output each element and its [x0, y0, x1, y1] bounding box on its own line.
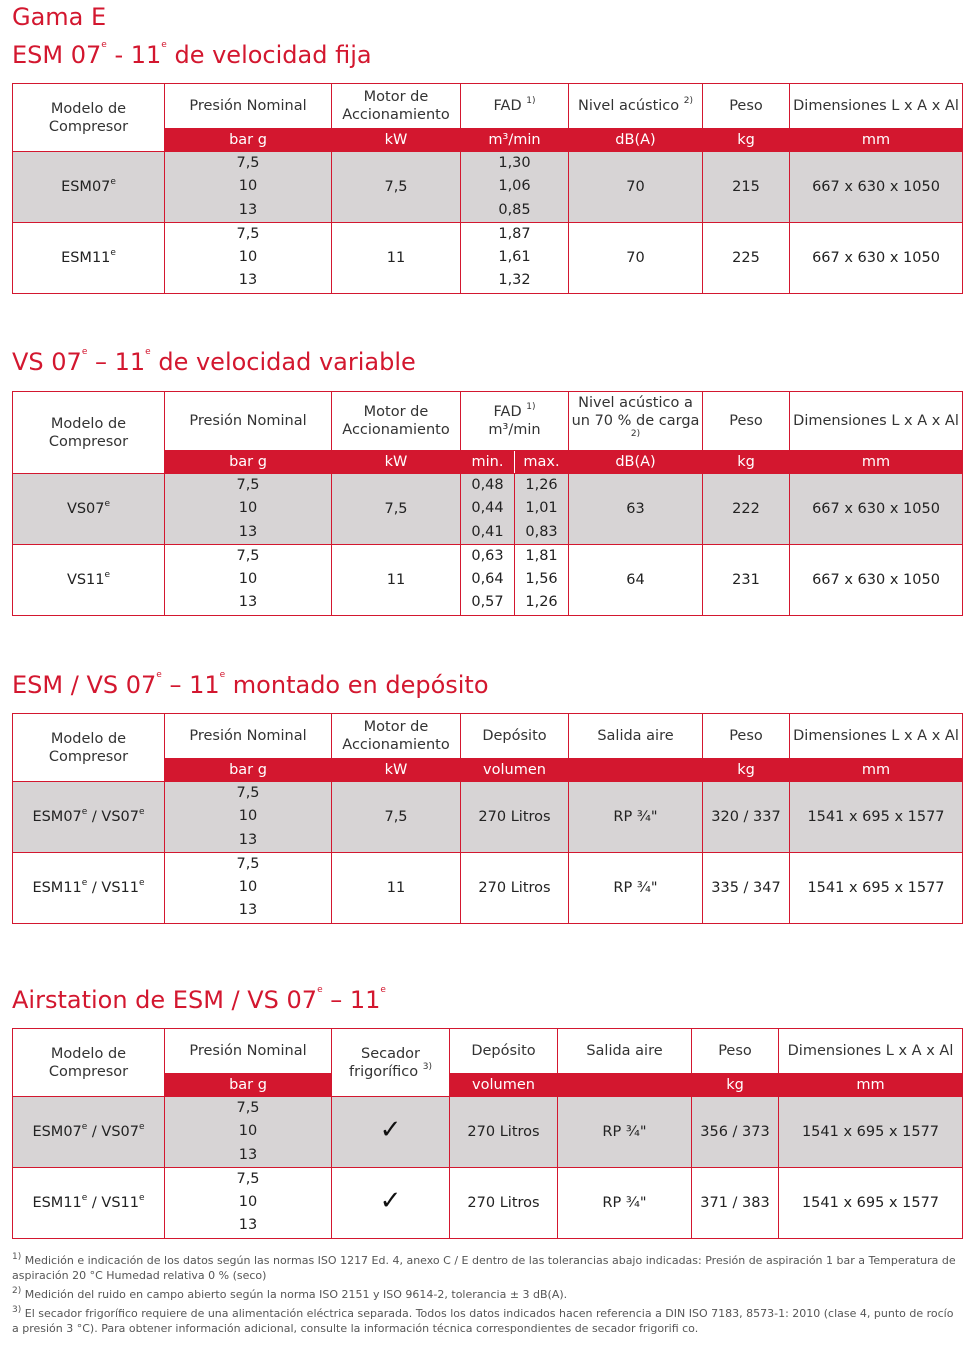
checkmark-icon: ✓	[379, 1114, 402, 1145]
header-pressure: Presión Nominal	[165, 714, 332, 759]
table-row	[13, 782, 963, 853]
section-title-airstation: Airstation de ESM / VS 07e – 11e	[12, 985, 386, 1014]
header-outlet: Salida aire	[569, 714, 703, 759]
motor-cell: 7,5	[332, 474, 461, 545]
unit-outlet-blank	[569, 759, 703, 782]
fad-min-cell: 0,48 0,44 0,41	[461, 474, 515, 545]
noise-cell: 70	[569, 152, 703, 223]
table-row	[13, 1167, 963, 1238]
table-row	[13, 1097, 963, 1168]
header-pressure: Presión Nominal	[165, 392, 332, 451]
header-tank: Depósito	[450, 1029, 558, 1074]
header-model: Modelo de Compresor	[13, 84, 165, 152]
weight-cell: 222	[703, 474, 790, 545]
spec-table-variable-speed	[12, 391, 963, 616]
model-cell: ESM07e	[13, 152, 165, 223]
pressure-cell: 7,5 10 13	[165, 782, 332, 853]
weight-cell: 356 / 373	[692, 1097, 779, 1168]
weight-cell: 215	[703, 152, 790, 223]
model-cell: ESM11e / VS11e	[13, 1167, 165, 1238]
unit-pressure: bar g	[165, 759, 332, 782]
unit-tank: volumen	[450, 1074, 558, 1097]
outlet-cell: RP ¾"	[569, 852, 703, 923]
header-fad: FAD $^{1)}$ m³/min	[461, 392, 569, 451]
pressure-cell: 7,5 10 13	[165, 1167, 332, 1238]
dims-cell: 1541 x 695 x 1577	[779, 1167, 963, 1238]
footnotes	[12, 1253, 962, 1340]
dims-cell: 667 x 630 x 1050	[790, 474, 963, 545]
unit-outlet-blank	[558, 1074, 692, 1097]
fad-cell: 1,30 1,06 0,85	[461, 152, 569, 223]
dims-cell: 1541 x 695 x 1577	[790, 782, 963, 853]
spec-table-fixed-speed	[12, 83, 963, 294]
header-dims: Dimensiones L x A x Al	[790, 714, 963, 759]
model-cell: ESM07e / VS07e	[13, 782, 165, 853]
header-model: Modelo de Compresor	[13, 714, 165, 782]
motor-cell: 11	[332, 544, 461, 615]
pressure-cell: 7,5 10 13	[165, 544, 332, 615]
unit-pressure: bar g	[165, 1074, 332, 1097]
checkmark-icon: ✓	[379, 1185, 402, 1216]
header-fad: FAD $^{1)}$	[461, 84, 569, 129]
weight-cell: 371 / 383	[692, 1167, 779, 1238]
section-title-tank-mounted: ESM / VS 07e – 11e montado en depósito	[12, 670, 489, 699]
model-cell: VS07e	[13, 474, 165, 545]
section-title-variable-speed: VS 07e – 11e de velocidad variable	[12, 347, 416, 376]
outlet-cell: RP ¾"	[558, 1097, 692, 1168]
header-weight: Peso	[703, 84, 790, 129]
header-weight: Peso	[692, 1029, 779, 1074]
pressure-cell: 7,5 10 13	[165, 1097, 332, 1168]
pressure-cell: 7,5 10 13	[165, 852, 332, 923]
section-title-fixed-speed: ESM 07e - 11e de velocidad fija	[12, 40, 372, 69]
header-noise: Nivel acústico a un 70 % de carga $^{2)}$	[569, 392, 703, 451]
spec-table-airstation	[12, 1028, 963, 1239]
unit-motor: kW	[332, 129, 461, 152]
spec-table-tank-mounted	[12, 713, 963, 924]
tank-cell: 270 Litros	[450, 1167, 558, 1238]
header-dims: Dimensiones L x A x Al	[790, 84, 963, 129]
weight-cell: 231	[703, 544, 790, 615]
noise-cell: 70	[569, 222, 703, 293]
fad-min-cell: 0,63 0,64 0,57	[461, 544, 515, 615]
fad-cell: 1,87 1,61 1,32	[461, 222, 569, 293]
unit-motor: kW	[332, 759, 461, 782]
header-dims: Dimensiones L x A x Al	[790, 392, 963, 451]
header-tank: Depósito	[461, 714, 569, 759]
header-motor: Motor de Accionamiento	[332, 714, 461, 759]
unit-pressure: bar g	[165, 129, 332, 152]
model-cell: ESM07e / VS07e	[13, 1097, 165, 1168]
header-model: Modelo de Compresor	[13, 1029, 165, 1097]
fad-max-cell: 1,81 1,56 1,26	[515, 544, 569, 615]
pressure-cell: 7,5 10 13	[165, 152, 332, 223]
unit-noise: dB(A)	[569, 129, 703, 152]
weight-cell: 335 / 347	[703, 852, 790, 923]
dryer-cell	[332, 1097, 450, 1168]
table-row	[13, 474, 963, 545]
unit-pressure: bar g	[165, 451, 332, 474]
dims-cell: 1541 x 695 x 1577	[790, 852, 963, 923]
table-row	[13, 852, 963, 923]
dims-cell: 667 x 630 x 1050	[790, 152, 963, 223]
weight-cell: 225	[703, 222, 790, 293]
dims-cell: 667 x 630 x 1050	[790, 544, 963, 615]
noise-cell: 63	[569, 474, 703, 545]
unit-dims: mm	[790, 759, 963, 782]
unit-dims: mm	[779, 1074, 963, 1097]
header-weight: Peso	[703, 392, 790, 451]
table-row	[13, 544, 963, 615]
header-motor: Motor de Accionamiento	[332, 84, 461, 129]
model-cell: ESM11e / VS11e	[13, 852, 165, 923]
dryer-cell	[332, 1167, 450, 1238]
unit-noise: dB(A)	[569, 451, 703, 474]
unit-weight: kg	[692, 1074, 779, 1097]
header-pressure: Presión Nominal	[165, 1029, 332, 1074]
unit-weight: kg	[703, 451, 790, 474]
model-cell: VS11e	[13, 544, 165, 615]
motor-cell: 11	[332, 852, 461, 923]
motor-cell: 7,5	[332, 782, 461, 853]
unit-fad: m³/min	[461, 129, 569, 152]
unit-tank: volumen	[461, 759, 569, 782]
unit-motor: kW	[332, 451, 461, 474]
tank-cell: 270 Litros	[461, 852, 569, 923]
tank-cell: 270 Litros	[450, 1097, 558, 1168]
unit-weight: kg	[703, 759, 790, 782]
weight-cell: 320 / 337	[703, 782, 790, 853]
unit-weight: kg	[703, 129, 790, 152]
header-dryer: Secador frigorífico $^{3)}$	[332, 1029, 450, 1097]
unit-fad-min: min.	[461, 451, 515, 474]
footnote: $^{2)}$ Medición del ruido en campo abierto según la norma ISO 2151 y ISO 9614-2, tolerancia ± 3 dB(A).	[12, 1286, 568, 1301]
table-row	[13, 222, 963, 293]
footnote: $^{1)}$ Medición e indicación de los datos según las normas ISO 1217 Ed. 4, anexo C / E dentro de las tolerancias abajo indicadas: Presión de aspiración 1 bar a Temperatura de aspiración 20 °C Humedad relativa 0 % (seco)	[12, 1252, 956, 1282]
header-noise: Nivel acústico $^{2)}$	[569, 84, 703, 129]
header-motor: Motor de Accionamiento	[332, 392, 461, 451]
footnote: $^{3)}$ El secador frigorífico requiere de una alimentación eléctrica separada. Todos los datos indicados hacen referencia a DIN ISO 7183, 8573-1: 2010 (clase 4, punto de rocío a presión 3 °C). Para obtener información adicional, consulte la información técnica correspondientes de secador frigorifi co.	[12, 1305, 954, 1335]
model-cell: ESM11e	[13, 222, 165, 293]
table-row	[13, 152, 963, 223]
header-dims: Dimensiones L x A x Al	[779, 1029, 963, 1074]
fad-max-cell: 1,26 1,01 0,83	[515, 474, 569, 545]
motor-cell: 11	[332, 222, 461, 293]
unit-fad-max: max.	[515, 451, 569, 474]
header-weight: Peso	[703, 714, 790, 759]
header-outlet: Salida aire	[558, 1029, 692, 1074]
pressure-cell: 7,5 10 13	[165, 474, 332, 545]
unit-dims: mm	[790, 451, 963, 474]
unit-dims: mm	[790, 129, 963, 152]
tank-cell: 270 Litros	[461, 782, 569, 853]
header-model: Modelo de Compresor	[13, 392, 165, 474]
dims-cell: 1541 x 695 x 1577	[779, 1097, 963, 1168]
outlet-cell: RP ¾"	[558, 1167, 692, 1238]
motor-cell: 7,5	[332, 152, 461, 223]
noise-cell: 64	[569, 544, 703, 615]
header-pressure: Presión Nominal	[165, 84, 332, 129]
page-title: Gama E	[12, 3, 107, 31]
outlet-cell: RP ¾"	[569, 782, 703, 853]
pressure-cell: 7,5 10 13	[165, 222, 332, 293]
dims-cell: 667 x 630 x 1050	[790, 222, 963, 293]
